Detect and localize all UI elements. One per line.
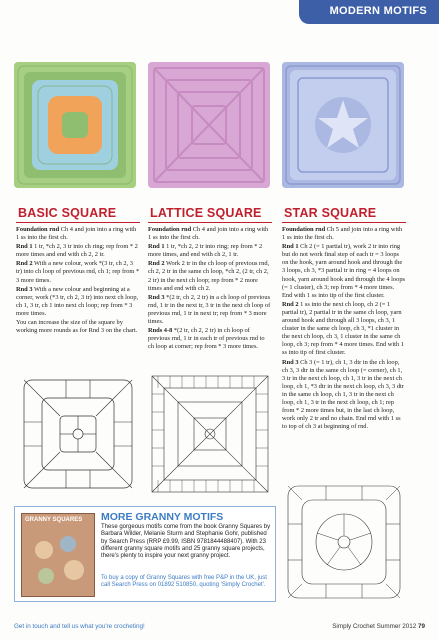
instruction-paragraph: Rnd 3 *(2 tr, ch 2, 2 tr) in a ch loop of previous rnd, 1 tr in the next tr, 3 tr in the next ch loop of previous rnd, 1 tr in next tr; rep from * 3 more times.	[148, 293, 271, 326]
lattice-square-photo	[148, 62, 270, 188]
basic-square-rule	[16, 222, 140, 223]
lattice-square-heading: LATTICE SQUARE	[150, 206, 262, 220]
lattice-square-chart	[148, 372, 272, 496]
book-cover-title: GRANNY SQUARES	[25, 517, 83, 523]
instruction-paragraph: Rnds 4-8 *(2 tr, ch 2, 2 tr) in ch loop of previous rnd, 1 tr in each tr of previous rnd to ch loop at corner; rep from * 3 more times.	[148, 327, 265, 351]
instruction-paragraph: Rnd 1 1 tr, *ch 2, 2 tr into ring; rep from * 2 more times, and end with ch 2, 1 tr.	[148, 243, 263, 259]
basic-square-instructions	[16, 226, 140, 336]
more-granny-motifs-promo	[14, 506, 276, 602]
instruction-paragraph: Rnd 2 With a new colour, work *(3 tr, ch 2, 3 tr) into ch loop of previous rnd, ch 1; rep from * 3 more times.	[16, 260, 140, 284]
star-square-photo	[282, 62, 404, 188]
instruction-paragraph: Rnd 3 With a new colour and beginning at a corner, work (*3 tr, ch 2, 3 tr) into next ch loop, ch 1, 3 tr, ch 1 into next ch loop; rep from * 3 more times.	[16, 285, 139, 317]
book-cover-image	[21, 513, 95, 597]
lattice-square-rule	[148, 222, 272, 223]
instruction-paragraph: Rnd 1 Ch 2 (= 1 partial tr), work 2 tr into ring but do not work final step of each tr = 3 loops on the hook, yarn around hook and through the 3 loops, ch 3, *3 partial tr in ring = 4 loops on hook, yarn around hook and through the 4 loops (= 1 cluster), ch 3; rep from * 4 more times. End with 1 ss into tip of the first cluster.	[282, 243, 406, 299]
footer-folio	[332, 623, 425, 630]
instruction-paragraph: Rnd 3 Ch 3 (= 1 tr), ch 1, 3 dtr in the ch loop, ch 3, 3 dtr in the same ch loop (= corner), ch 1, 3 tr in the next ch loop, ch 1, 3 tr in the next ch loop, ch 1, *3 dtr in the next ch loop, ch 3, 3 dtr in the same ch loop, ch 1, 3 tr in the next ch loop, ch 1, 3 tr in the next ch loop, ch 1; rep from * 2 more times but, in the last ch loop, work only 2 tr and no chain. End rnd with 1 ss to top of ch 3 at beginning of rnd.	[282, 358, 404, 431]
instruction-paragraph: Foundation rnd Ch 5 and join into a ring with 1 ss into the first ch.	[282, 226, 403, 242]
section-tab	[299, 0, 439, 24]
promo-body: These gorgeous motifs come from the book Granny Squares by Barbara Wilder, Melanie Sturm and Stephanie Gohr, published by Search Press (RRP £9.99, ISBN 9781844488407). With 23 different granny square motifs and 25 granny square projects, there's plenty to inspire your next granny project.	[101, 524, 271, 560]
basic-square-chart	[16, 372, 140, 496]
footer-tagline: Get in touch and tell us what you're crocheting!	[14, 623, 145, 630]
instruction-paragraph: Rnd 2 Work 2 tr in the ch loop of previous rnd, ch 2, 2 tr in the same ch loop, *ch 2, (2 tr, ch 2, 2 tr) in the next ch loop; rep from * 2 more times and end with ch 2.	[148, 260, 270, 292]
lattice-square-instructions	[148, 226, 272, 352]
section-label: MODERN MOTIFS	[329, 5, 427, 17]
instruction-paragraph: Foundation rnd Ch 4 and join into a ring with 1 ss into the first ch.	[16, 226, 137, 242]
instruction-paragraph: Rnd 2 1 ss into the next ch loop, ch 2 (= 1 partial tr), 2 partial tr in the same ch loop, yarn around hook and through all 3 loops, ch 3, 1 cluster in the same ch loop, ch 3, *1 cluster in the next ch loop, ch 3, 1 cluster in the same ch loop, ch 3; rep from * 4 more times. End with 1 ss into tip of first cluster.	[282, 300, 404, 357]
promo-call-to-action: To buy a copy of Granny Squares with free P&P in the UK, just call Search Press on 01892 510850, quoting 'Simply Crochet'.	[101, 575, 267, 589]
promo-title: MORE GRANNY MOTIFS	[101, 511, 224, 523]
magazine-issue: Simply Crochet Summer 2012	[332, 623, 417, 630]
star-square-rule	[282, 222, 406, 223]
star-square-instructions	[282, 226, 406, 432]
page-number: 79	[417, 623, 425, 630]
instruction-paragraph: You can increase the size of the square by working more rounds as for Rnd 3 on the chart.	[16, 319, 138, 335]
instruction-paragraph: Foundation rnd Ch 4 and join into a ring with 1 ss into the first ch.	[148, 226, 269, 242]
star-square-chart	[282, 480, 406, 604]
basic-square-photo	[14, 62, 136, 188]
basic-square-heading: BASIC SQUARE	[18, 206, 117, 220]
star-square-heading: STAR SQUARE	[284, 206, 377, 220]
instruction-paragraph: Rnd 1 1 tr, *ch 2, 3 tr into ch ring; rep from * 2 more times and end with ch 2, 2 tr.	[16, 243, 138, 259]
